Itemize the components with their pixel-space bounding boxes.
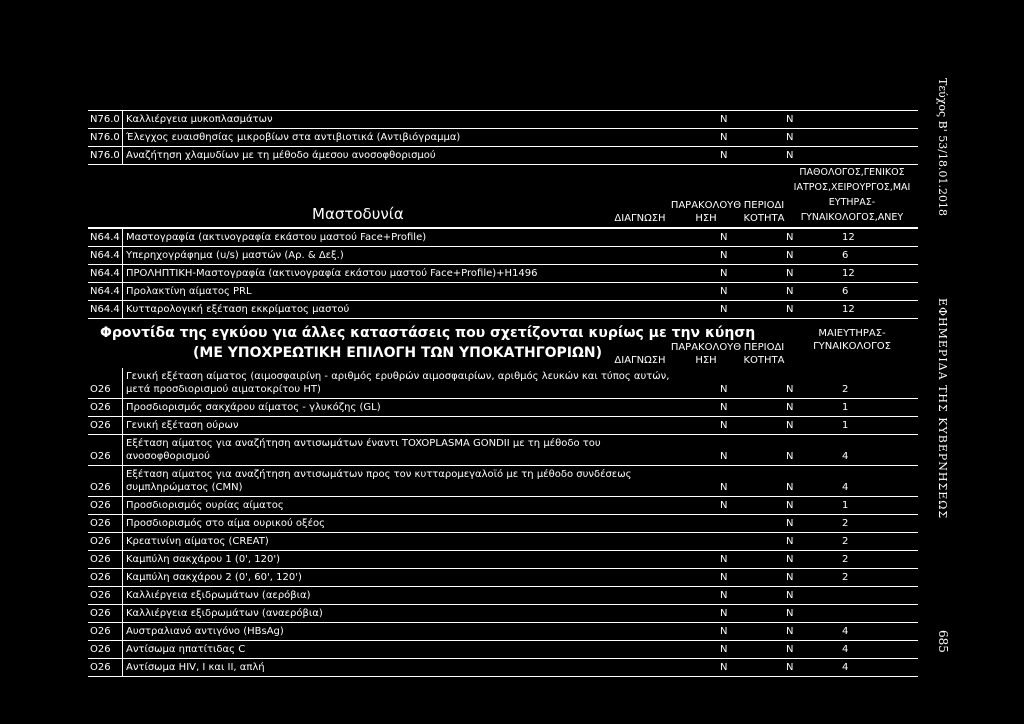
cell-c3: 2	[842, 572, 849, 583]
table-row	[88, 228, 918, 247]
cell-c3: 2	[842, 518, 849, 529]
cell-desc: Προσδιορισμός σακχάρου αίματος - γλυκόζης (GL)	[122, 399, 682, 416]
cell-desc: Κρεατινίνη αίματος (CREAT)	[122, 533, 682, 550]
cell-c2: N	[786, 500, 794, 511]
cell-c2: N	[786, 536, 794, 547]
cell-c1: N	[720, 150, 728, 161]
table-row	[88, 247, 918, 265]
cell-code: O26	[90, 590, 111, 601]
cell-desc: Προλακτίνη αίματος PRL	[122, 283, 682, 300]
cell-c3: 4	[842, 482, 849, 493]
cell-c3: 4	[842, 662, 849, 673]
cell-c2: N	[786, 402, 794, 413]
section-mastodynia-rows	[88, 228, 918, 319]
cell-c1	[720, 533, 740, 550]
cell-c1: N	[720, 402, 728, 413]
cell-c1: N	[720, 662, 728, 673]
cell-c3	[842, 111, 862, 128]
cell-c2: N	[786, 554, 794, 565]
cell-c1: N	[720, 268, 728, 279]
cell-c3: 2	[842, 554, 849, 565]
cell-c1: N	[720, 482, 728, 493]
cell-c3: 6	[842, 286, 849, 297]
cell-desc: Έλεγχος ευαισθησίας μικροβίων στα αντιβιοτικά (Αντιβιόγραμμα)	[122, 129, 682, 146]
cell-desc: Καλλιέργεια εξιδρωμάτων (αναερόβια)	[122, 605, 682, 622]
cell-c1: N	[720, 114, 728, 125]
cell-code: O26	[90, 626, 111, 637]
table-row	[88, 466, 918, 497]
cell-c1: N	[720, 644, 728, 655]
cell-c1	[720, 515, 740, 532]
cell-c3	[842, 129, 862, 146]
cell-c2: N	[786, 608, 794, 619]
cell-c1: N	[720, 500, 728, 511]
cell-c3: 1	[842, 402, 849, 413]
header-diagnosis: ΔΙΑΓΝΩΣΗ	[614, 355, 666, 366]
cell-code: O26	[90, 402, 111, 413]
cell-c2: N	[786, 232, 794, 243]
cell-code: O26	[90, 662, 111, 673]
cell-code: N76.0	[90, 132, 120, 143]
cell-desc: Προσδιορισμός ουρίας αίματος	[122, 497, 682, 514]
table-row	[88, 265, 918, 283]
cell-c2: N	[786, 644, 794, 655]
cell-c2: N	[786, 286, 794, 297]
table-row	[88, 129, 918, 147]
cell-c3: 12	[842, 268, 855, 279]
cell-code: N76.0	[90, 114, 120, 125]
cell-c3: 4	[842, 451, 849, 462]
cell-c2: N	[786, 518, 794, 529]
section-subtitle: (ΜΕ ΥΠΟΧΡΕΩΤΙΚΗ ΕΠΙΛΟΓΗ ΤΩΝ ΥΠΟΚΑΤΗΓΟΡΙΩΝ)	[193, 345, 603, 361]
cell-desc: Εξέταση αίματος για αναζήτηση αντισωμάτων έναντι TOXOPLASMA GONDII με τη μέθοδο του ανοσοφθορισμού	[122, 435, 682, 465]
cell-c1: N	[720, 304, 728, 315]
section-pregnancy-header	[88, 319, 918, 368]
cell-desc: Καλλιέργεια εξιδρωμάτων (αερόβια)	[122, 587, 682, 604]
section-title: Μαστοδυνία	[312, 205, 404, 223]
table-row	[88, 417, 918, 435]
cell-c1: N	[720, 384, 728, 395]
cell-code: N64.4	[90, 232, 120, 243]
table-row	[88, 147, 918, 165]
cell-c1: N	[720, 250, 728, 261]
cell-desc: Κυτταρολογική εξέταση εκκρίματος μαστού	[122, 301, 682, 318]
cell-desc: Γενική εξέταση αίματος (αιμοσφαιρίνη - αριθμός ερυθρών αιμοσφαιρίων, αριθμός λευκών και τύπος αυτών, μετά προσδιορισμού αιματοκρίτου HT)	[122, 368, 682, 398]
table-row	[88, 110, 918, 129]
table-row	[88, 283, 918, 301]
cell-c2: N	[786, 132, 794, 143]
cell-c2: N	[786, 114, 794, 125]
cell-c2: N	[786, 250, 794, 261]
cell-c2: N	[786, 451, 794, 462]
cell-c1: N	[720, 451, 728, 462]
cell-code: O26	[90, 644, 111, 655]
header-specialties: ΠΑΘΟΛΟΓΟΣ,ΓΕΝΙΚΟΣ ΙΑΤΡΟΣ,ΧΕΙΡΟΥΡΓΟΣ,ΜΑΙ ΕΥΤΗΡΑΣ-ΓΥΝΑΙΚΟΛΟΓΟΣ,ΑΝΕΥ	[793, 167, 911, 223]
cell-code: N76.0	[90, 150, 120, 161]
cell-c2: N	[786, 482, 794, 493]
table-row	[88, 569, 918, 587]
cell-c3: 1	[842, 420, 849, 431]
cell-desc: Υπερηχογράφημα (u/s) μαστών (Αρ. & Δεξ.)	[122, 247, 682, 264]
header-monitoring: ΠΑΡΑΚΟΛΟΥΘ ΗΣΗ	[670, 342, 742, 366]
cell-desc: Εξέταση αίματος για αναζήτηση αντισωμάτων προς τον κυτταρομεγαλοϊό με τη μέθοδο συνδέσεως συμπληρώματος (CMN)	[122, 466, 682, 496]
cell-desc: Μαστογραφία (ακτινογραφία εκάστου μαστού Face+Profile)	[122, 229, 682, 246]
cell-desc: ΠΡΟΛΗΠΤΙΚΗ-Μαστογραφία (ακτινογραφία εκάστου μαστού Face+Profile)+H1496	[122, 265, 682, 282]
document-table	[88, 110, 918, 677]
cell-desc: Αυστραλιανό αντιγόνο (HBsAg)	[122, 623, 682, 640]
cell-code: O26	[90, 554, 111, 565]
header-frequency: ΠΕΡΙΟΔΙ ΚΟΤΗΤΑ	[743, 200, 785, 224]
cell-c2: N	[786, 572, 794, 583]
cell-code: O26	[90, 384, 111, 395]
section-mastodynia-header	[88, 165, 918, 228]
cell-c3	[842, 605, 862, 622]
cell-c3: 1	[842, 500, 849, 511]
top-rows	[88, 110, 918, 165]
cell-c1: N	[720, 232, 728, 243]
cell-c3: 4	[842, 626, 849, 637]
cell-desc: Αναζήτηση χλαμυδίων με τη μέθοδο άμεσου ανοσοφθορισμού	[122, 147, 682, 164]
cell-desc: Αντίσωμα HIV, I και II, απλή	[122, 659, 682, 676]
newspaper-title: ΕΦΗΜΕΡΙΔΑ ΤΗΣ ΚΥΒΕΡΝΗΣΕΩΣ	[936, 298, 949, 520]
cell-code: O26	[90, 518, 111, 529]
page-number: 685	[936, 630, 950, 653]
cell-code: N64.4	[90, 250, 120, 261]
cell-desc: Γενική εξέταση ούρων	[122, 417, 682, 434]
cell-desc: Καλλιέργεια μυκοπλασμάτων	[122, 111, 682, 128]
table-row	[88, 301, 918, 319]
cell-c3	[842, 147, 862, 164]
cell-code: O26	[90, 536, 111, 547]
table-row	[88, 605, 918, 623]
cell-code: N64.4	[90, 304, 120, 315]
cell-c2: N	[786, 150, 794, 161]
cell-c1: N	[720, 626, 728, 637]
cell-c1: N	[720, 554, 728, 565]
table-row	[88, 515, 918, 533]
cell-c2: N	[786, 590, 794, 601]
table-row	[88, 641, 918, 659]
cell-c3: 12	[842, 232, 855, 243]
cell-c2: N	[786, 662, 794, 673]
cell-c2: N	[786, 626, 794, 637]
cell-desc: Καμπύλη σακχάρου 1 (0', 120')	[122, 551, 682, 568]
cell-c2: N	[786, 268, 794, 279]
cell-code: O26	[90, 500, 111, 511]
cell-c1: N	[720, 420, 728, 431]
cell-desc: Καμπύλη σακχάρου 2 (0', 60', 120')	[122, 569, 682, 586]
cell-code: O26	[90, 420, 111, 431]
cell-c1: N	[720, 572, 728, 583]
cell-code: O26	[90, 482, 111, 493]
cell-code: N64.4	[90, 286, 120, 297]
cell-c1: N	[720, 286, 728, 297]
header-specialties: ΜΑΙΕΥΤΗΡΑΣ-ΓΥΝΑΙΚΟΛΟΓΟΣ	[813, 328, 891, 352]
section-pregnancy-rows	[88, 368, 918, 677]
cell-c3: 6	[842, 250, 849, 261]
cell-desc: Αντίσωμα ηπατίτιδας C	[122, 641, 682, 658]
cell-code: N64.4	[90, 268, 120, 279]
cell-code: O26	[90, 572, 111, 583]
cell-code: O26	[90, 451, 111, 462]
table-row	[88, 497, 918, 515]
cell-c3	[842, 587, 862, 604]
table-row	[88, 587, 918, 605]
cell-c1: N	[720, 590, 728, 601]
cell-c2: N	[786, 420, 794, 431]
cell-c2: N	[786, 384, 794, 395]
table-row	[88, 659, 918, 677]
cell-c3: 2	[842, 384, 849, 395]
table-row	[88, 399, 918, 417]
cell-desc: Προσδιορισμός στο αίμα ουρικού οξέος	[122, 515, 682, 532]
header-monitoring: ΠΑΡΑΚΟΛΟΥΘ ΗΣΗ	[670, 200, 742, 224]
cell-code: O26	[90, 608, 111, 619]
cell-c3: 2	[842, 536, 849, 547]
header-diagnosis: ΔΙΑΓΝΩΣΗ	[614, 213, 666, 224]
cell-c1: N	[720, 608, 728, 619]
header-frequency: ΠΕΡΙΟΔΙ ΚΟΤΗΤΑ	[743, 342, 785, 366]
table-row	[88, 533, 918, 551]
section-title: Φροντίδα της εγκύου για άλλες καταστάσεις που σχετίζονται κυρίως με την κύηση	[100, 325, 756, 341]
cell-c3: 12	[842, 304, 855, 315]
table-row	[88, 368, 918, 399]
table-row	[88, 551, 918, 569]
table-row	[88, 623, 918, 641]
table-row	[88, 435, 918, 466]
cell-c3: 4	[842, 644, 849, 655]
issue-label: Τεύχος Β' 53/18.01.2018	[936, 78, 949, 216]
cell-c1: N	[720, 132, 728, 143]
cell-c2: N	[786, 304, 794, 315]
